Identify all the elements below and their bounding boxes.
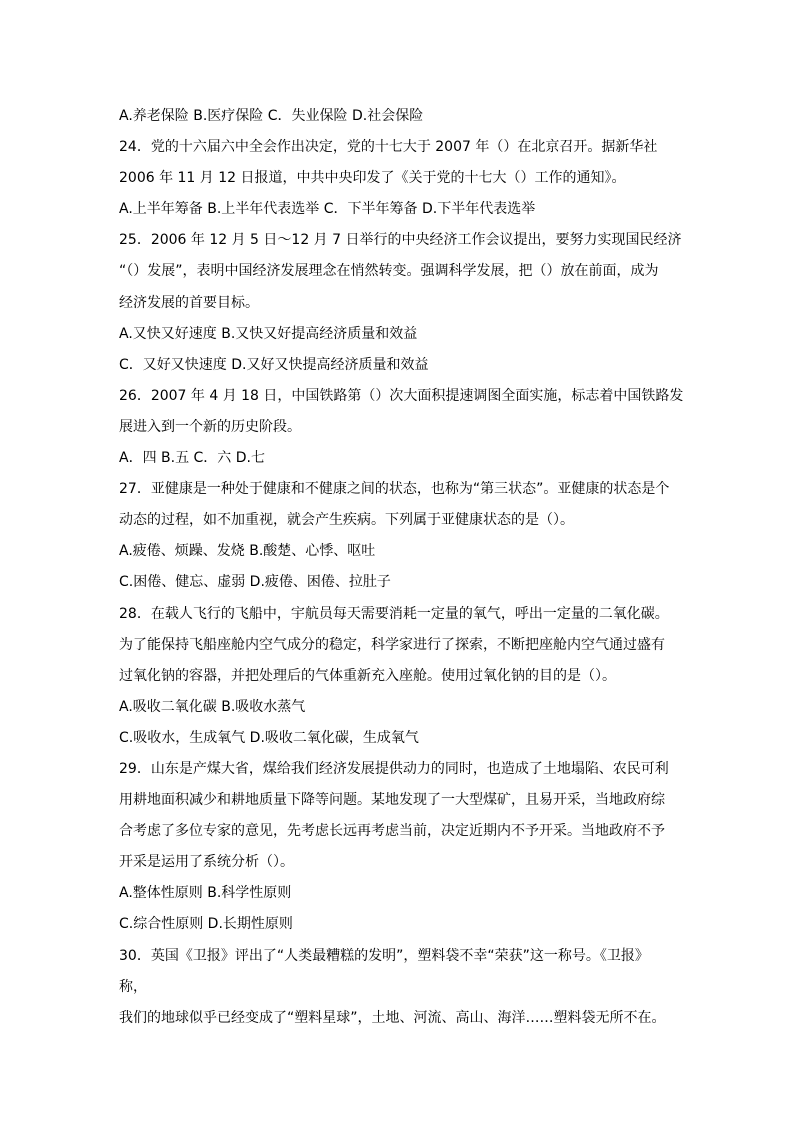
answer-options-29: A.整体性原则 B.科学性原则	[119, 885, 292, 902]
question-25-text: 25．2006 年 12 月 5 日～12 月 7 日举行的中央经济工作会议提出，要努力实现国民经济	[119, 232, 682, 249]
answer-options-26: A．四 B.五 C．六 D.七	[119, 450, 265, 467]
question-28-text: 28．在载人飞行的飞船中，宇航员每天需要消耗一定量的氧气，呼出一定量的二氧化碳。	[119, 605, 669, 622]
question-27-text: 27．亚健康是一种处于健康和不健康之间的状态，也称为“第三状态”。亚健康的状态是个	[119, 481, 670, 498]
question-26-text: 26．2007 年 4 月 18 日，中国铁路第（）次大面积提速调图全面实施，标志着中国铁路发	[119, 387, 684, 404]
answer-options-23: A.养老保险 B.医疗保险 C．失业保险 D.社会保险	[119, 108, 424, 124]
question-28-text: 为了能保持飞船座舱内空气成分的稳定，科学家进行了探索，不断把座舱内空气通过盛有	[119, 636, 665, 653]
question-30-text: 称，	[119, 978, 147, 995]
question-28-text: 过氧化钠的容器，并把处理后的气体重新充入座舱。使用过氧化钠的目的是（）。	[119, 667, 616, 684]
answer-options-27: A.疲倦、烦躁、发烧 B.酸楚、心悸、呕吐	[119, 543, 376, 560]
question-30-text: 我们的地球似乎已经变成了“塑料星球”，土地、河流、高山、海洋……塑料袋无所不在。	[119, 1009, 666, 1026]
answer-options-28: C.吸收水，生成氧气 D.吸收二氧化碳，生成氧气	[119, 729, 419, 746]
question-25-text: 经济发展的首要目标。	[119, 294, 259, 311]
question-30-text: 30．英国《卫报》评出了“人类最糟糕的发明”，塑料袋不幸“荣获”这一称号。《卫报》	[119, 947, 649, 964]
question-29-text: 用耕地面积减少和耕地质量下降等问题。某地发现了一大型煤矿，且易开采，当地政府综	[119, 792, 665, 809]
question-26-text: 展进入到一个新的历史阶段。	[119, 418, 301, 435]
question-29-text: 29．山东是产煤大省，煤给我们经济发展提供动力的同时，也造成了土地塌陷、农民可利	[119, 760, 669, 777]
question-29-text: 合考虑了多位专家的意见，先考虑长远再考虑当前，决定近期内不予开采。当地政府不予	[119, 823, 665, 840]
answer-options-25: C．又好又快速度 D.又好又快提高经济质量和效益	[119, 356, 429, 373]
question-24-text: 2006 年 11 月 12 日报道，中共中央印发了《关于党的十七大（）工作的通知》。	[119, 170, 626, 187]
answer-options-29: C.综合性原则 D.长期性原则	[119, 916, 293, 933]
document-page	[119, 101, 684, 1034]
question-25-text: “（）发展”，表明中国经济发展理念在悄然转变。强调科学发展，把（）放在前面，成为	[119, 263, 659, 280]
question-29-text: 开采是运用了系统分析（）。	[119, 854, 294, 871]
question-27-text: 动态的过程，如不加重视，就会产生疾病。下列属于亚健康状态的是（）。	[119, 512, 574, 529]
answer-options-28: A.吸收二氧化碳 B.吸收水蒸气	[119, 698, 306, 715]
answer-options-24: A.上半年筹备 B.上半年代表选举 C．下半年筹备 D.下半年代表选举	[119, 201, 536, 218]
answer-options-27: C.困倦、健忘、虚弱 D.疲倦、困倦、拉肚子	[119, 574, 391, 591]
question-24-text: 24．党的十六届六中全会作出决定，党的十七大于 2007 年（）在北京召开。据新华社	[119, 139, 658, 156]
answer-options-25: A.又快又好速度 B.又快又好提高经济质量和效益	[119, 325, 418, 342]
